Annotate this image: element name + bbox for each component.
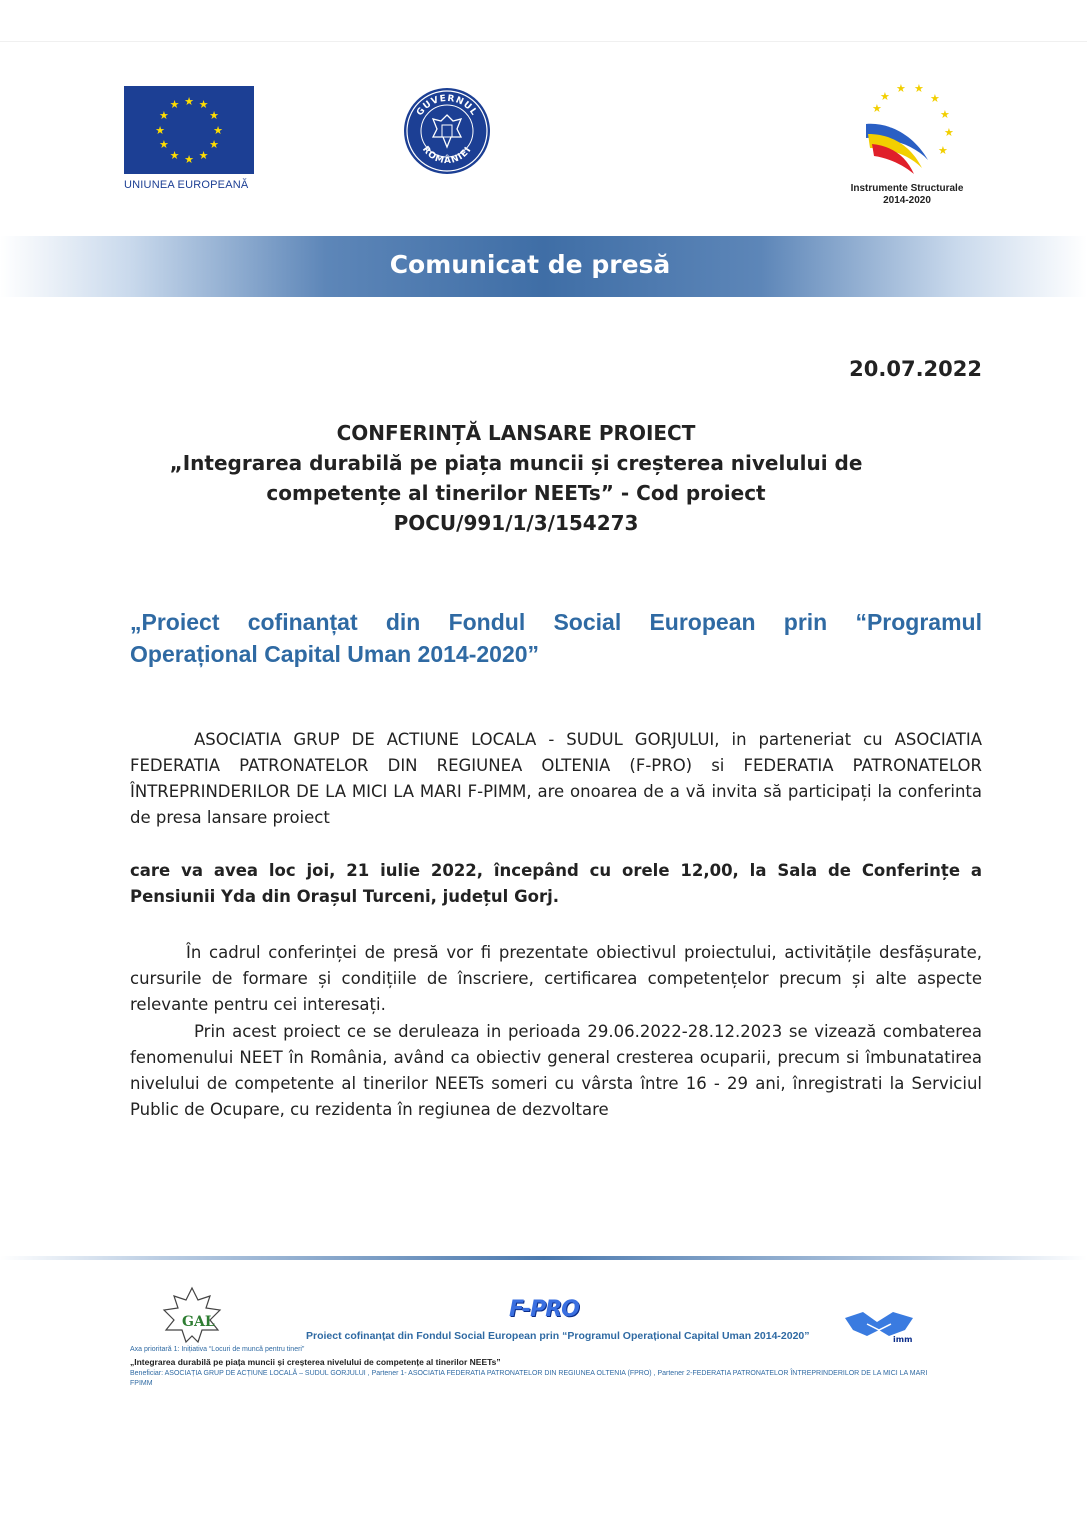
svg-text:★: ★ [944, 126, 954, 139]
seal-text-top: GUVERNUL [415, 93, 479, 118]
footer-axis-line: Axa prioritară 1: Inițiativa “Locuri de muncă pentru tineri” [130, 1346, 305, 1353]
footer-beneficiary-line: Beneficiar: ASOCIAȚIA GRUP DE ACȚIUNE LOCALĂ – SUDUL GORJULUI , Partener 1- ASOCIATIA FEDERATIA PATRONATELOR DIN REGIUNEA OLTENIA (FPRO) , Partener 2-FEDERATIA PATRONATELOR ÎNTREPRINDERILOR DE LA MICI LA MARI [130, 1370, 928, 1377]
svg-text:★: ★ [940, 108, 950, 121]
document-heading [100, 418, 932, 538]
eu-star-icon: ★ [169, 98, 180, 112]
paragraph-conference-topics: În cadrul conferinței de presă vor fi prezentate obiectivul proiectului, activitățile desfășurate, cursurile de formare și condițiile de înscriere, certificarea competențelor precum și alte aspecte relevante pentru cei interesați. [130, 943, 982, 1014]
svg-text:★: ★ [880, 90, 890, 103]
svg-text:★: ★ [872, 102, 882, 115]
svg-text:★: ★ [938, 144, 948, 157]
heading-line-1: CONFERINȚĂ LANSARE PROIECT [336, 421, 696, 445]
gal-logo [158, 1286, 226, 1348]
svg-text:★: ★ [896, 82, 906, 95]
is-caption [822, 183, 992, 207]
imm-logo-text: imm [893, 1335, 913, 1344]
eu-star-icon: ★ [209, 109, 220, 122]
banner-title: Comunicat de presă [389, 250, 671, 279]
eu-star-icon: ★ [213, 123, 223, 137]
eu-caption: UNIUNEA EUROPEANĂ [124, 179, 249, 191]
heading-line-4: POCU/991/1/3/154273 [393, 511, 639, 535]
cofinancing-subtitle [130, 606, 982, 670]
top-divider [0, 41, 1087, 42]
eu-star-icon: ★ [155, 123, 165, 137]
eu-flag-logo [124, 86, 254, 174]
fpro-logo: F-PRO [509, 1297, 579, 1322]
footer-project-line: Proiect cofinanțat din Fondul Social European prin “Programul Operațional Capital Uman 2014-2020” [306, 1330, 810, 1342]
eu-star-icon: ★ [209, 138, 220, 151]
footer-divider [0, 1256, 1087, 1260]
is-caption-line1: Instrumente Structurale [850, 183, 964, 194]
heading-line-2: „Integrarea durabilă pe piața muncii și creșterea nivelului de [169, 451, 863, 475]
government-seal-logo [403, 87, 491, 175]
footer-project-title: „Integrarea durabilă pe piața muncii și creșterea nivelului de competențe al tinerilor NEETs” [130, 1357, 501, 1367]
release-date: 20.07.2022 [849, 357, 982, 381]
subtitle-line-1: „Proiect cofinanțat din Fondul Social European prin “Programul [130, 609, 982, 635]
is-caption-line2: 2014-2020 [883, 195, 931, 206]
fpimm-handshake-logo [843, 1304, 915, 1344]
gal-logo-text: GAL [182, 1314, 215, 1330]
eu-star-icon: ★ [158, 109, 169, 122]
eu-star-icon: ★ [198, 148, 209, 162]
paragraph-project-description: Prin acest proiect ce se deruleaza in perioada 29.06.2022-28.12.2023 se vizează combaterea fenomenului NEET în România, având ca obiectiv general cresterea ocuparii, precum si îmbunatatirea nivelului de competente al tinerilor NEETs someri cu vârsta între 16 - 29 ani, înregistrati la Serviciul Public de Ocupare, cu rezidenta în regiunea de dezvoltare [130, 1022, 982, 1119]
subtitle-line-2: Operațional Capital Uman 2014-2020” [130, 641, 540, 667]
paragraph-event-details: care va avea loc joi, 21 iulie 2022, începând cu orele 12,00, la Sala de Conferințe a Pensiunii Yda din Orașul Turceni, județul Gorj. [130, 861, 982, 906]
heading-line-3: competențe al tinerilor NEETs” - Cod proiect [266, 481, 766, 505]
svg-text:★: ★ [930, 92, 940, 105]
paragraph-invitation: ASOCIATIA GRUP DE ACTIUNE LOCALA - SUDUL GORJULUI, in parteneriat cu ASOCIATIA FEDERATIA PATRONATELOR DIN REGIUNEA OLTENIA (F-PRO) si FEDERATIA PATRONATELOR ÎNTREPRINDERILOR DE LA MICI LA MARI F-PIMM, are onoarea de a vă invita să participați la conferinta de presa lansare proiect [130, 730, 982, 827]
svg-text:★: ★ [914, 82, 924, 95]
eu-star-icon: ★ [158, 138, 169, 151]
eu-star-icon: ★ [184, 152, 194, 166]
eu-star-icon: ★ [169, 148, 180, 162]
footer-beneficiary-line-2: FPIMM [130, 1380, 153, 1387]
instrumente-structurale-logo [858, 82, 958, 182]
eu-star-icon: ★ [198, 98, 209, 112]
seal-text-bottom: ROMÂNIEI [420, 144, 474, 167]
eu-star-icon: ★ [184, 94, 194, 108]
